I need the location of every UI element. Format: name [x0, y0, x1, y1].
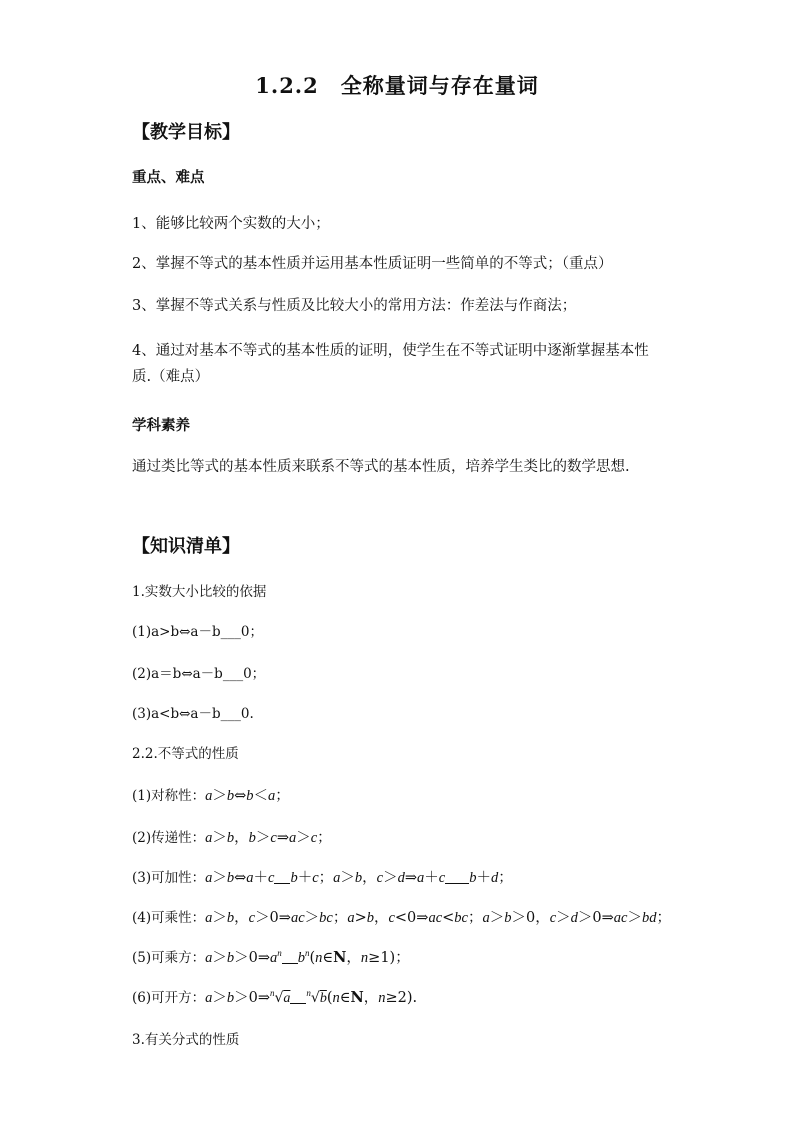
goal-item-1: 1、能够比较两个实数的大小； [132, 216, 330, 232]
subheading-literacy: 学科素养 [132, 417, 190, 434]
property-label: (4)可乘性： [132, 910, 206, 926]
knowledge-2-title: 2.2.不等式的性质 [132, 746, 239, 762]
property-symmetry: (1)对称性：a＞b⇔b＜a； [132, 788, 290, 804]
compare-rule-1: (1)a>b⇔a－b___0； [132, 624, 263, 640]
subheading-key-points: 重点、难点 [132, 169, 205, 186]
property-label: (2)传递性： [132, 830, 206, 846]
property-root: (6)可开方：a＞b＞0⇒$^n$√a $^n$√b(n∈N，n≥2). [132, 988, 418, 1006]
knowledge-1-title: 1.实数大小比较的依据 [132, 584, 267, 600]
compare-rule-3: (3)a<b⇔a－b___0. [132, 706, 254, 722]
section-heading-goals: 【教学目标】 [132, 122, 240, 143]
property-label: (6)可开方： [132, 990, 206, 1006]
literacy-text: 通过类比等式的基本性质来联系不等式的基本性质，培养学生类比的数学思想. [132, 459, 630, 475]
knowledge-3-title: 3.有关分式的性质 [132, 1032, 240, 1048]
goal-item-2: 2、掌握不等式的基本性质并运用基本性质证明一些简单的不等式；（重点） [132, 256, 613, 272]
section-heading-knowledge: 【知识清单】 [132, 536, 240, 557]
property-label: (1)对称性： [132, 788, 206, 804]
property-multiplicative: (4)可乘性：a＞b，c＞0⇒ac＞bc；a>b，c<0⇒ac<bc；a＞b＞0，c＞d＞0⇒ac＞bd； [132, 910, 671, 926]
property-label: (3)可加性： [132, 870, 206, 886]
property-power: (5)可乘方：$a>b>0\Rightarrow a^n$ $b^n(n\in N$，n≥1)； [132, 948, 410, 966]
property-additive: (3)可加性：a＞b⇔a＋c b＋c；a＞b，c＞d⇒a＋c b＋d； [132, 870, 513, 886]
goal-item-4: 4、通过对基本不等式的基本性质的证明，使学生在不等式证明中逐渐掌握基本性质.（难点） [132, 343, 649, 385]
property-label: (5)可乘方： [132, 950, 206, 966]
property-transitive: (2)传递性：a＞b，b＞c⇒a＞c； [132, 830, 332, 846]
page-title: 1.2.2 全称量词与存在量词 [255, 73, 539, 98]
goal-item-3: 3、掌握不等式关系与性质及比较大小的常用方法：作差法与作商法； [132, 298, 577, 314]
compare-rule-2: (2)a＝b⇔a－b___0； [132, 666, 266, 682]
